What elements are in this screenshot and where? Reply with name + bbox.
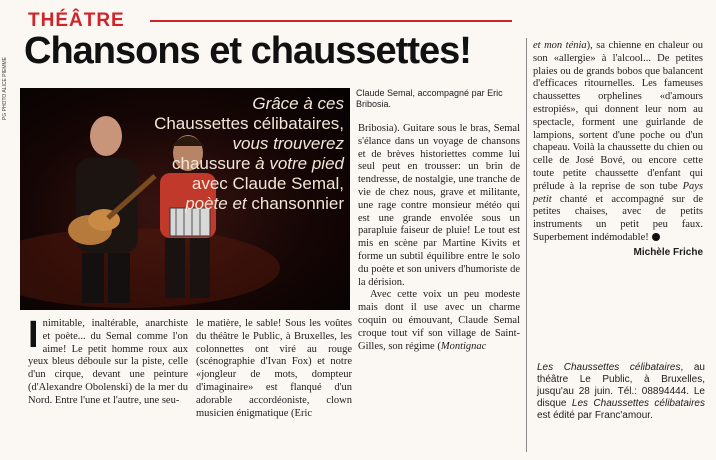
article-photo <box>20 88 350 310</box>
article-column-4 <box>533 40 703 260</box>
end-mark-icon <box>652 233 660 241</box>
column-4-text-b: ), sa chienne en chaleur ou son «allergie» à l'alcool... De petites plaies ou de grands bobos que balancent d'efficaces ritournelles. Les fameuses chaussettes orphelines «d'amours estropiés», qui donnent leur nom au spectacle, forment une guirlande de lampions, sortent d'une poche ou d'un chapeau. Voilà la chaussette du chien ou celle de José Bové, ou encore cette toute petite chaussette d'enfant qui prélude à la reprise de son tube <box>533 40 704 192</box>
quote-part-5: à votre pied <box>255 154 344 173</box>
quote-part-7: poète et <box>185 194 247 213</box>
column-3-text-a: Avec cette voix un peu modeste mais dont il use avec un charme coquin ou émouvant, Claude Semal croque tout vif son village de Saint-Gilles, son régime ( <box>358 289 520 352</box>
quote-part-1: Grâce à ces <box>252 94 344 113</box>
column-3-text-italic: Montignac <box>440 340 487 352</box>
pull-quote <box>154 94 344 214</box>
article-author: Michèle Friche <box>633 246 703 258</box>
quote-part-8: chansonnier <box>251 194 344 213</box>
info-text-a: , au théâtre Le Public, à Bruxelles, jusqu'au 28 juin. Tél.: 08894444. Le disque <box>537 362 705 409</box>
column-4-text-italic-a: et mon ténia <box>533 40 587 51</box>
quote-part-4: chaussure <box>171 154 251 173</box>
drop-cap: I <box>28 314 39 356</box>
article-column-3 <box>358 123 520 353</box>
quote-part-3: vous trouverez <box>232 134 344 153</box>
column-3-paragraph-2 <box>358 289 520 353</box>
column-divider <box>526 38 527 452</box>
article-column-1 <box>28 314 188 408</box>
rubric-rule <box>150 20 512 22</box>
column-3-paragraph-1: Bribosia). Guitare sous le bras, Semal s'élance dans un voyage de chansons et de brèves historiettes comme lui seul peut en trousser: un brin de tendresse, de nostalgie, une tranche de vie de chez nous, grave et militante, une rage contre monsieur météo qui est une grande envolée sous un parapluie faiseur de pluie! Le tout est mis en scène par Martine Kivits et forme un subtil équilibre entre le solo du poète et son univers d'humoriste de la dérision. <box>358 123 520 288</box>
column-2-text: le matière, le sable! Sous les voûtes du théâtre le Public, à Bruxelles, les colonnettes ont viré au rouge (scénographie d'Ivan Fox) et notre «jongleur de mots, dompteur d'imaginaire» est flanqué d'un adorable accordéoniste, clown musicien énigmatique (Eric <box>196 318 352 419</box>
quote-part-6: avec Claude Semal, <box>191 174 344 193</box>
column-4-paragraph <box>533 40 703 245</box>
article-column-2 <box>196 318 352 420</box>
practical-info <box>537 362 705 422</box>
column-4-text-italic-c: Pays petit <box>533 180 703 205</box>
info-text-b: est édité par Franc'amour. <box>537 410 653 421</box>
column-4-text-d: chanté et accompagné sur de petites chaises, avec de petits instruments un petit peu faux. Superbement indémodable! <box>533 193 703 243</box>
info-title: Les Chaussettes célibataires <box>537 362 681 373</box>
quote-part-2: Chaussettes célibataires, <box>154 114 344 133</box>
photo-caption: Claude Semal, accompagné par Eric Bribosia. <box>356 88 503 109</box>
photo-credit: PG PHOTO ALICE PIEMME <box>2 57 8 120</box>
column-1-text: nimitable, inaltérable, anarchiste et poète... du Semal comme l'on aime! Le petit homme roux aux yeux bleus déboule sur la piste, celle d'un cirque, devant une peinture (d'Alexandre Obolenski) de la mer du Nord. Entre l'une et l'autre, une seu- <box>28 318 188 406</box>
section-rubric: THÉÂTRE <box>28 10 125 31</box>
article-headline: Chansons et chaussettes! <box>24 30 471 72</box>
info-disc-title: Les Chaussettes célibataires <box>571 398 705 409</box>
